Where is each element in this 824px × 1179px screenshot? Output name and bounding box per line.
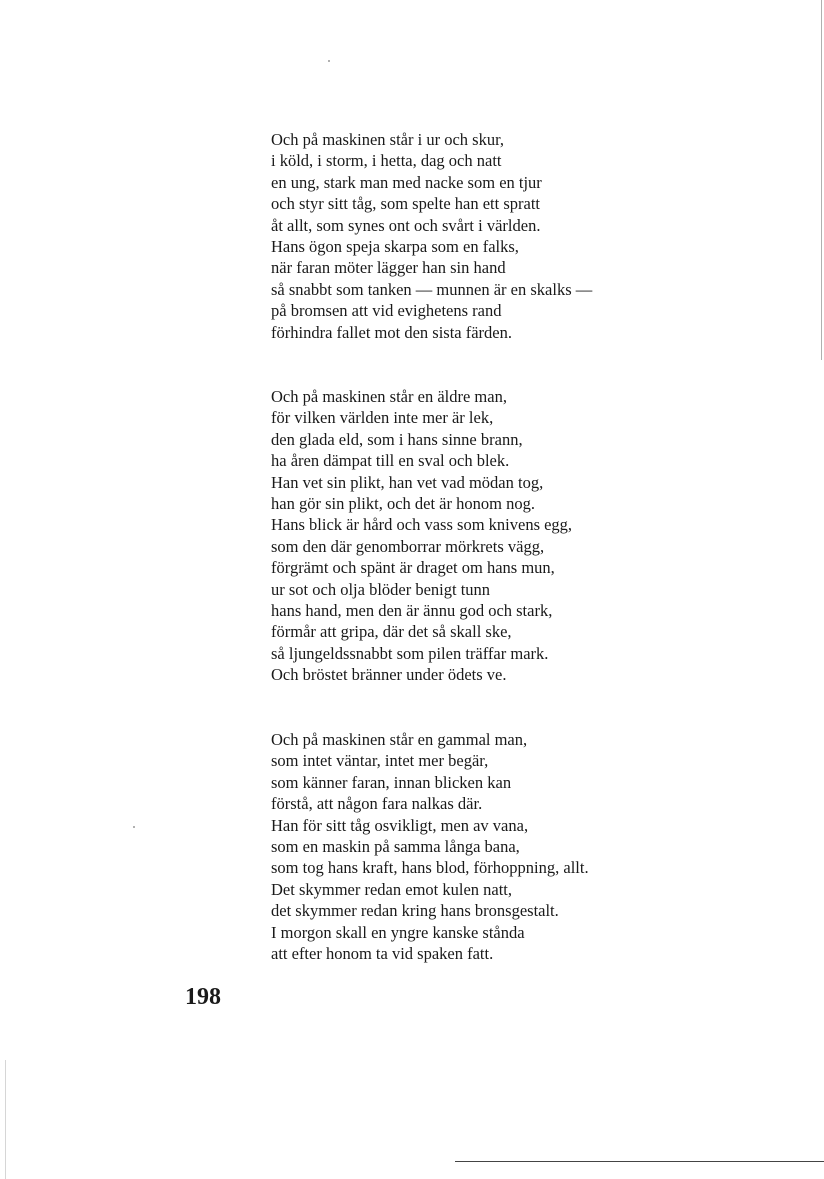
page-number: 198 bbox=[185, 984, 221, 1010]
stanza-3 bbox=[271, 729, 589, 964]
poem-line: Och på maskinen står en äldre man, bbox=[271, 387, 507, 406]
poem-line: den glada eld, som i hans sinne brann, bbox=[271, 429, 523, 449]
poem-line: Han vet sin plikt, han vet vad mödan tog, bbox=[271, 472, 544, 492]
poem-line: förstå, att någon fara nalkas där. bbox=[271, 794, 483, 814]
poem-line: Hans blick är hård och vass som knivens egg, bbox=[271, 515, 573, 535]
bottom-rule bbox=[455, 1161, 824, 1162]
poem-line: som intet väntar, intet mer begär, bbox=[271, 751, 489, 771]
poem-line: som den där genomborrar mörkrets vägg, bbox=[271, 536, 545, 556]
poem-line: förmår att gripa, där det så skall ske, bbox=[271, 622, 512, 642]
scan-speck bbox=[328, 60, 330, 62]
stanza-1 bbox=[271, 129, 592, 343]
poem-line: Han för sitt tåg osvikligt, men av vana, bbox=[271, 815, 529, 835]
poem-line: som en maskin på samma långa bana, bbox=[271, 836, 520, 856]
poem-line: och styr sitt tåg, som spelte han ett spratt bbox=[271, 194, 540, 214]
poem-line: i köld, i storm, i hetta, dag och natt bbox=[271, 151, 502, 171]
scan-speck bbox=[133, 826, 135, 828]
poem-line: I morgon skall en yngre kanske stånda bbox=[271, 922, 525, 942]
poem-line: för vilken världen inte mer är lek, bbox=[271, 408, 494, 428]
poem-line: som känner faran, innan blicken kan bbox=[271, 772, 512, 792]
poem-line: Och på maskinen står i ur och skur, bbox=[271, 130, 505, 149]
poem-line: förhindra fallet mot den sista färden. bbox=[271, 322, 512, 342]
poem-line: Och på maskinen står en gammal man, bbox=[271, 730, 528, 749]
scan-edge-line-left bbox=[5, 1060, 6, 1179]
poem-line: Hans ögon speja skarpa som en falks, bbox=[271, 236, 519, 256]
poem-line: ur sot och olja blöder benigt tunn bbox=[271, 579, 491, 599]
stanza-2 bbox=[271, 386, 572, 685]
poem-line: när faran möter lägger han sin hand bbox=[271, 258, 506, 278]
poem-line: en ung, stark man med nacke som en tjur bbox=[271, 172, 542, 192]
poem-line: ha åren dämpat till en sval och blek. bbox=[271, 451, 510, 471]
poem-line: som tog hans kraft, hans blod, förhoppning, allt. bbox=[271, 858, 589, 878]
scan-edge-line bbox=[821, 0, 822, 360]
poem-line: åt allt, som synes ont och svårt i världen. bbox=[271, 215, 541, 235]
poem-line: det skymmer redan kring hans bronsgestalt. bbox=[271, 901, 559, 921]
poem-line: han gör sin plikt, och det är honom nog. bbox=[271, 493, 535, 513]
poem-line: att efter honom ta vid spaken fatt. bbox=[271, 943, 494, 963]
poem-line: förgrämt och spänt är draget om hans mun, bbox=[271, 558, 555, 578]
poem-line: Och bröstet bränner under ödets ve. bbox=[271, 665, 507, 685]
poem-line: så ljungeldssnabbt som pilen träffar mark. bbox=[271, 643, 549, 663]
poem-line: så snabbt som tanken — munnen är en skalks — bbox=[271, 279, 593, 299]
poem-line: på bromsen att vid evighetens rand bbox=[271, 301, 502, 321]
poem-line: Det skymmer redan emot kulen natt, bbox=[271, 879, 513, 899]
poem-line: hans hand, men den är ännu god och stark, bbox=[271, 600, 553, 620]
